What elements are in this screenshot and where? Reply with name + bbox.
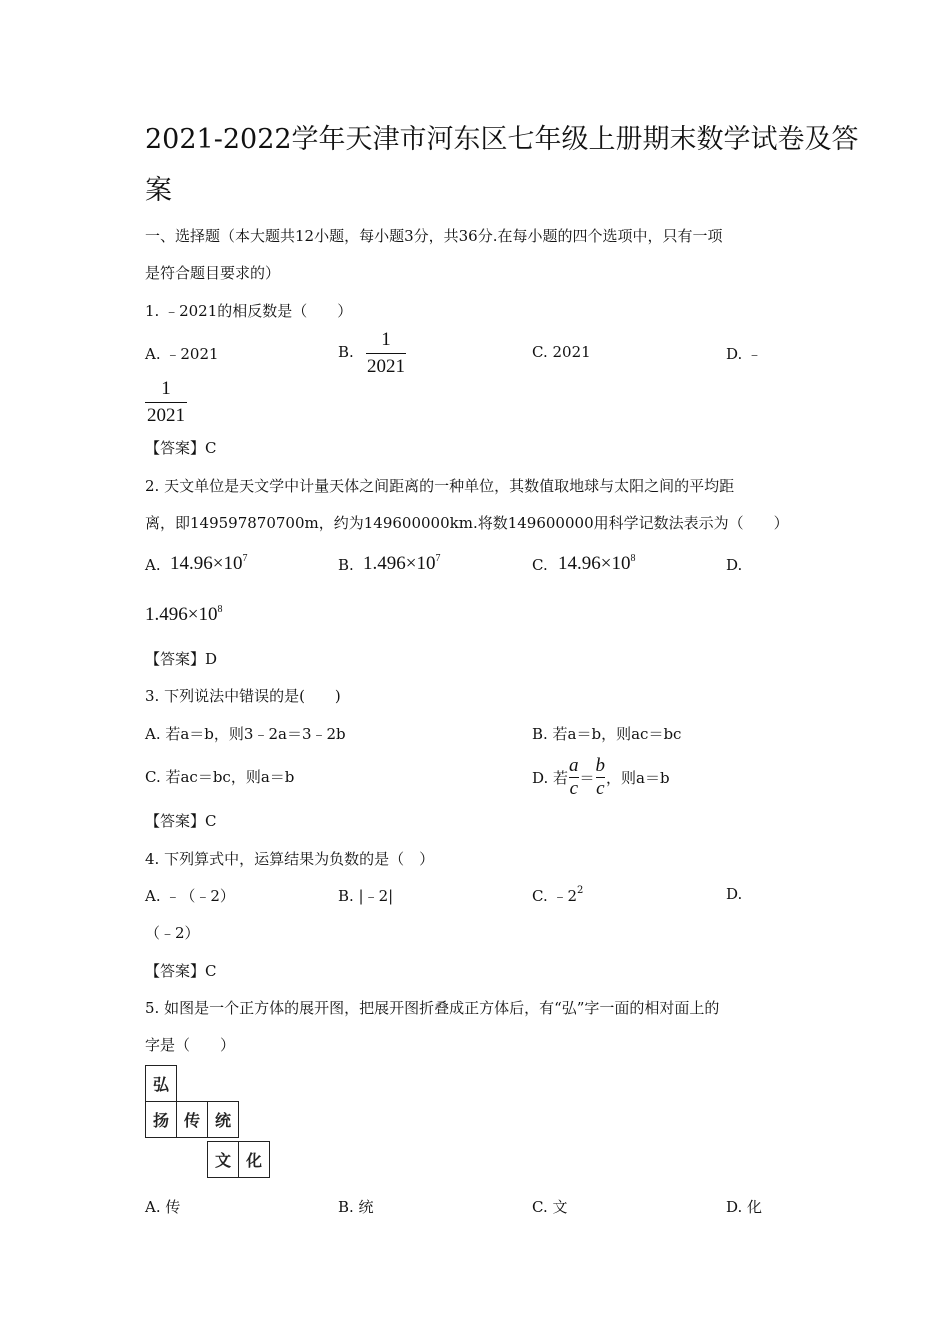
q2-d-exponent: 8 bbox=[217, 604, 223, 615]
fraction-bar bbox=[366, 353, 406, 354]
q2-c-exponent: 8 bbox=[630, 553, 636, 564]
q2-a-base: 14.96×10 bbox=[170, 553, 243, 574]
q2-a-exponent: 7 bbox=[242, 553, 248, 564]
q1-d-denominator: 2021 bbox=[147, 405, 185, 426]
q5-option-a: A. 传 bbox=[145, 1198, 181, 1216]
q3-option-a: A. 若a＝b，则3﹣2a＝3﹣2b bbox=[145, 725, 346, 743]
q4-option-d-value: （﹣2） bbox=[145, 924, 200, 942]
q1-option-b-label: B. bbox=[338, 343, 354, 361]
q2-option-d-label: D. bbox=[726, 556, 743, 574]
q5-option-d: D. 化 bbox=[726, 1198, 763, 1216]
q2-option-b-value bbox=[363, 553, 440, 575]
q3-option-b: B. 若a＝b，则ac＝bc bbox=[532, 725, 682, 743]
fraction-bar bbox=[145, 402, 187, 403]
q4-option-d-label: D. bbox=[726, 885, 743, 903]
q1-option-d-fraction bbox=[145, 377, 187, 428]
q1-option-a: A. ﹣2021 bbox=[145, 345, 219, 363]
q1-b-denominator: 2021 bbox=[367, 356, 405, 377]
net-face-hua: 化 bbox=[238, 1141, 270, 1178]
q2-option-d-value bbox=[145, 604, 222, 626]
q2-stem-line1: 2. 天文单位是天文学中计量天体之间距离的一种单位，其数值取地球与太阳之间的平均距 bbox=[145, 477, 735, 495]
q4-option-b: B. |﹣2| bbox=[338, 887, 394, 905]
q3-option-c: C. 若ac＝bc，则a＝b bbox=[145, 768, 295, 786]
q3-d-denominator-c2: c bbox=[596, 777, 605, 799]
net-face-tong: 统 bbox=[207, 1101, 239, 1138]
q1-option-c: C. 2021 bbox=[532, 343, 591, 361]
q2-stem-line2: 离，即149597870700m，约为149600000km.将数149600000用科学记数法表示为（ ） bbox=[145, 514, 789, 532]
q2-answer: 【答案】D bbox=[145, 650, 218, 668]
q3-option-d bbox=[532, 752, 670, 802]
q4-c-base: C. ﹣2 bbox=[532, 887, 578, 905]
section-heading-line2: 是符合题目要求的） bbox=[145, 264, 281, 282]
q2-d-base: 1.496×10 bbox=[145, 604, 218, 625]
q4-answer: 【答案】C bbox=[145, 962, 217, 980]
q2-option-c-value bbox=[558, 553, 635, 575]
q2-option-b-label: B. bbox=[338, 556, 354, 574]
q2-option-a-label: A. bbox=[145, 556, 161, 574]
section-heading-line1: 一、选择题（本大题共12小题，每小题3分，共36分.在每小题的四个选项中，只有一项 bbox=[145, 227, 723, 245]
q5-option-b: B. 统 bbox=[338, 1198, 374, 1216]
q5-stem-line1: 5. 如图是一个正方体的展开图，把展开图折叠成正方体后，有“弘”字一面的相对面上的 bbox=[145, 999, 720, 1017]
q5-stem-line2: 字是（ ） bbox=[145, 1036, 236, 1054]
page-title-line2: 案 bbox=[145, 175, 172, 206]
q3-d-prefix: D. 若 bbox=[532, 768, 569, 787]
net-face-chuan: 传 bbox=[176, 1101, 208, 1138]
q3-d-suffix: ，则a＝b bbox=[606, 768, 670, 787]
net-face-wen: 文 bbox=[207, 1141, 239, 1178]
q1-b-numerator: 1 bbox=[381, 329, 391, 350]
q1-option-b-fraction bbox=[366, 328, 406, 379]
net-face-yang: 扬 bbox=[145, 1101, 177, 1138]
q4-c-exponent: 2 bbox=[577, 885, 584, 896]
q2-b-base: 1.496×10 bbox=[363, 553, 436, 574]
q2-c-base: 14.96×10 bbox=[558, 553, 631, 574]
q4-option-a: A. ﹣（﹣2） bbox=[145, 887, 235, 905]
q1-answer: 【答案】C bbox=[145, 439, 217, 457]
q1-d-numerator: 1 bbox=[161, 378, 171, 399]
q3-d-numerator-b: b bbox=[595, 754, 606, 776]
q3-answer: 【答案】C bbox=[145, 812, 217, 830]
q2-option-c-label: C. bbox=[532, 556, 548, 574]
q3-d-fraction-left bbox=[569, 756, 579, 799]
q3-d-numerator-a: a bbox=[569, 754, 579, 776]
q1-option-d-label: D. ﹣ bbox=[726, 345, 763, 363]
q3-d-denominator-c: c bbox=[569, 777, 578, 799]
q3-stem: 3. 下列说法中错误的是( ) bbox=[145, 687, 341, 705]
q2-b-exponent: 7 bbox=[435, 553, 441, 564]
q2-option-a-value bbox=[170, 553, 247, 575]
q4-stem: 4. 下列算式中，运算结果为负数的是（ ） bbox=[145, 850, 435, 868]
page-title-line1: 2021-2022学年天津市河东区七年级上册期末数学试卷及答 bbox=[145, 124, 859, 155]
q5-option-c: C. 文 bbox=[532, 1198, 568, 1216]
q3-d-fraction-right bbox=[596, 756, 606, 799]
net-face-hong: 弘 bbox=[145, 1065, 177, 1102]
q1-stem: 1. ﹣2021的相反数是（ ） bbox=[145, 302, 353, 320]
q3-d-equals: ＝ bbox=[579, 768, 595, 787]
q4-option-c bbox=[532, 885, 583, 906]
